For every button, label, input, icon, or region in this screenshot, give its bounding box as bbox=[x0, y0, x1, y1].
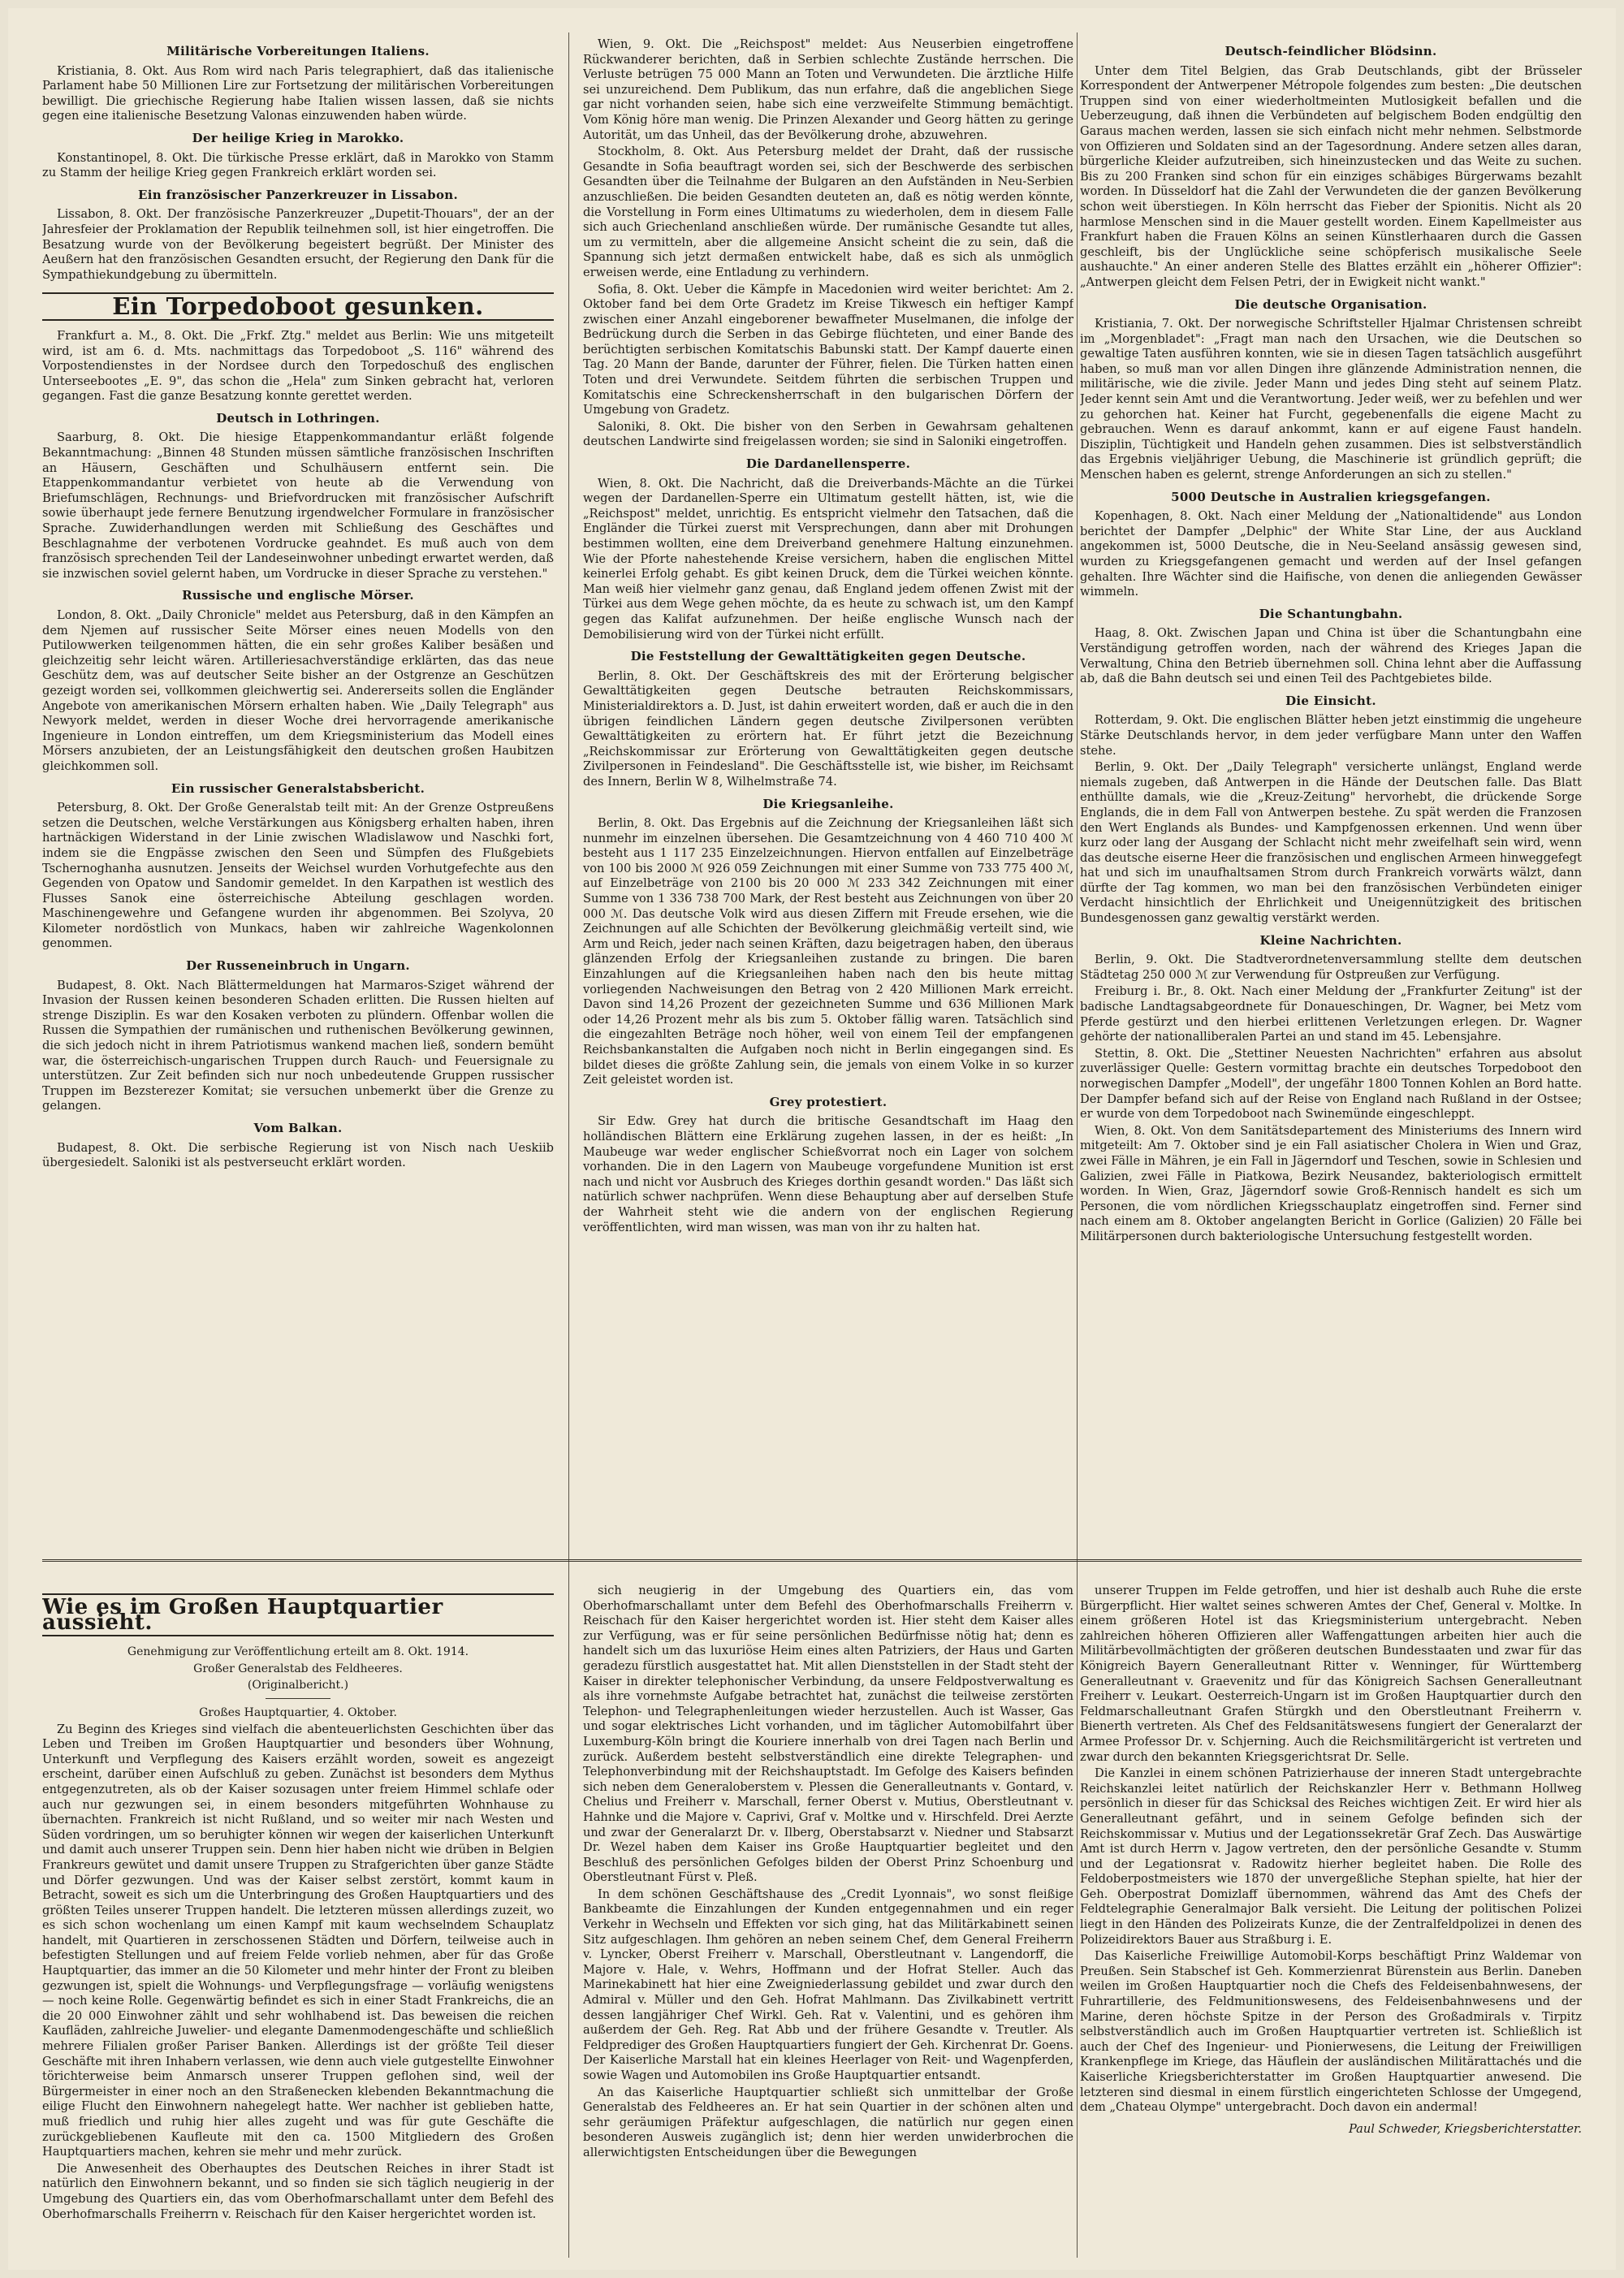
article-berlin-war-loan: Berlin, 8. Okt. Das Ergebnis auf die Zeichnung der Kriegsanleihen läßt sich nunmehr im einzelnen übersehen. Die Gesamtzeichnung von 4 460 710 400 ℳ besteht aus 1 117 235 Einzelzeichnungen. Hiervon entfallen auf Einzelbeträge von 100 bis 2000 ℳ 926 059 Zeichnungen mit einer Summe von 733 775 400 ℳ, auf Einzelbeträge von 2100 bis 20 000 ℳ 233 342 Zeichnungen mit einer Summe von 1 336 738 700 Mark, der Rest besteht aus Zeichnungen von über 20 000 ℳ. Das deutsche Volk wird aus diesen Ziffern mit Freude ersehen, wie die Zeichnungen auf alle Schichten der Bevölkerung gleichmäßig verteilt sind, wie Arm und Reich, jeder nach seinen Kräften, dazu beigetragen haben, den überaus glänzenden Erfolg der Kriegsanleihen zustande zu bringen. Die baren Einzahlungen auf die Kriegsanleihen haben nach den bis heute mittag vorliegenden Nachweisungen den Betrag von 2 420 Millionen Mark erreicht. Davon sind 14,26 Prozent der gezeichneten Summe und 636 Millionen Mark oder 14,26 Prozent mehr als bis zum 5. Oktober fällig waren. Tatsächlich sind die eingezahlten Beträge noch höher, weil von einem Teil der empfangenen Reichsbankanstalten die Aufgaben noch nicht in Berlin eingegangen sind. Es bildet dieses die größte Zahlung sein, die jemals von einem Volke in so kurzer Zeit geleistet worden ist. bbox=[583, 816, 1073, 1087]
feature-column-two bbox=[583, 1584, 1073, 2266]
feature-paragraph-2: sich neugierig in der Umgebung des Quartiers ein, das vom Oberhofmarschallamt unter dem Befehl des Oberhofmarschalls Freiherrn v. Reischach für den Kaiser hergerichtet worden ist. Hier steht dem Kaiser alles zur Verfügung, was er für seine persönlichen Bedürfnisse nötig hat; denn es handelt sich um das luxuriöse Heim eines alten Patriziers, der Haus und Garten geradezu fürstlich ausgestattet hat. Mit allen Dienststellen in der Stadt steht der Kaiser in direkter telephonischer Verbindung, da unsere Feldpostverwaltung es als ihre vornehmste Aufgabe betrachtet hat, zunächst die teilweise zerstörten Telephon- und Telegraphenleitungen wieder herzustellen. Auch ist Wasser, Gas und sogar elektrisches Licht vorhanden, und im täglicher Automobilfahrt über Luxemburg-Köln bringt die Kouriere innerhalb von drei Tagen nach Berlin und zurück. Außerdem besteht selbstverständlich eine direkte Telegraphen- und Telephonverbindung mit der Reichshauptstadt. Im Gefolge des Kaisers befinden sich neben dem Generaloberstem v. Plessen die Generalleutnants v. Gontard, v. Chelius und Freiherr v. Marschall, ferner Oberst v. Mutius, Oberstleutnant v. Hahnke und die Majore v. Caprivi, Graf v. Moltke und v. Hirschfeld. Drei Aerzte und zwar der Generalarzt Dr. v. Ilberg, Oberstabsarzt v. Niedner und Stabsarzt Dr. Wezel haben dem Kaiser ins Große Hauptquartier begleitet und den Beschluß des persönlichen Gefolges bilden der Oberst Prinz Schoenburg und Oberstleutnant Fürst v. Pleß. bbox=[583, 1584, 1073, 1885]
heading-russian-staff-report: Ein russischer Generalstabsbericht. bbox=[171, 780, 425, 796]
newspaper-page bbox=[8, 8, 1616, 2270]
column-divider-right bbox=[1077, 32, 1078, 2258]
article-saloniki: Saloniki, 8. Okt. Die bisher von den Serben in Gewahrsam gehaltenen deutschen Landwirte sind freigelassen worden; sie sind in Saloniki eingetroffen. bbox=[583, 419, 1073, 449]
heading-french-cruiser-lisbon: Ein französischer Panzerkreuzer in Lissabon. bbox=[138, 187, 458, 202]
heading-shantung-railway: Die Schantungbahn. bbox=[1259, 606, 1403, 621]
heading-russian-invasion-hungary: Der Russeneinbruch in Ungarn. bbox=[186, 958, 410, 974]
article-budapest: Budapest, 8. Okt. Nach Blättermeldungen hat Marmaros-Sziget während der Invasion der Russen keinen besonderen Schaden erlitten. Die Russen hielten auf strenge Disziplin. Es war den Kosaken verboten zu plündern. Offenbar wollen die Russen die Sympathien der rumänischen und ruthenischen Bevölkerung gewinnen, die sich jedoch nicht in ihrem Patriotismus wankend machen ließ, sondern bemüht war, die österreichisch-ungarischen Truppen durch Rauch- und Feuersignale zu unterstützen. Zur Zeit befinden sich nur noch unbedeutende Gruppen russischer Truppen im Bezsterezer Komitat; sie versuchen unbemerkt über die Grenze zu gelangen. bbox=[42, 978, 554, 1113]
article-stettin: Stettin, 8. Okt. Die „Stettiner Neuesten Nachrichten" erfahren aus absolut zuverlässiger Quelle: Gestern vormittag brachte ein deutsches Torpedoboot den norwegischen Dampfer „Modell", der ungefähr 1800 Tonnen Kohlen an Bord hatte. Der Dampfer befand sich auf der Reise von England nach Rußland in der Ostsee; er wurde von dem Torpedoboot nach Swinemünde eingeschleppt. bbox=[1080, 1046, 1582, 1122]
heading-mortars: Russische und englische Mörser. bbox=[182, 588, 414, 603]
article-freiburg: Freiburg i. Br., 8. Okt. Nach einer Meldung der „Frankfurter Zeitung" ist der badische Landtagsabgeordnete für Donaueschingen, Dr. Wagner, bei Metz vom Pferde gestürzt und den hierbei erlittenen Verletzungen erlegen. Dr. Wagner gehörte der nationalliberalen Partei an und stand im 45. Lebensjahre. bbox=[1080, 984, 1582, 1044]
column-divider-left bbox=[568, 32, 569, 2258]
article-wien-reichspost: Wien, 9. Okt. Die „Reichspost" meldet: Aus Neuserbien eingetroffene Rückwanderer berichten, daß in Serbien schlechte Zustände herrschen. Die Verluste betrügen 75 000 Mann an Toten und Verwundeten. Die ärztliche Hilfe sei unzureichend. Dem Publikum, das nun erfahre, daß die angeblichen Siege gar nicht vorhanden seien, habe sich eine verzweifelte Stimmung bemächtigt. Vom König höre man wenig. Die Prinzen Alexander und Georg hätten zu geringe Autorität, um das Unheil, das der Bevölkerung drohe, abzuwehren. bbox=[583, 37, 1073, 142]
feature-paragraph-1b: Die Anwesenheit des Oberhauptes des Deutschen Reiches in ihrer Stadt ist natürlich den Einwohnern bekannt, und so finden sie sich täglich neugierig in der Umgebung des Quartiers ein, das vom Oberhofmarschallamt unter dem Befehl des Oberhofmarschalls Freiherrn v. Reischach für den Kaiser hergerichtet worden ist. bbox=[42, 2161, 554, 2221]
heading-grey-protests: Grey protestiert. bbox=[769, 1094, 888, 1109]
feature-paragraph-1: Zu Beginn des Krieges sind vielfach die abenteuerlichsten Geschichten über das Leben und Treiben im Großen Hauptquartier und besonders über Wohnung, Unterkunft und Verpflegung des Kaisers erzählt worden, soweit es angezeigt erscheint, darüber einen Aufschluß zu geben. Zunächst ist besonders dem Mythus entgegenzutreten, als ob der Kaiser sozusagen unter freiem Himmel schlafe oder auch nur gezwungen sei, in einem besonders mitgeführten Wohnhause zu übernachten. Frankreich ist nicht Rußland, und so weiter mir nach Westen und Süden vordringen, um so beruhigter können wir wegen der kaiserlichen Unterkunft und damit auch unserer Truppen sein. Denn hier haben nicht wie drüben in Belgien Frankreurs gewütet und damit unsere Truppen zu Strafgerichten über ganze Städte und Dörfer gezwungen. Und was der Kaiser selbst zerstört, kommt kaum in Betracht, soweit es sich um die Unterbringung des Großen Hauptquartiers und des größten Teiles unserer Truppen handelt. Die letzteren müssen allerdings zuzeit, wo es sich schon wochenlang um einen Kampf mit kaum wechselndem Schauplatz handelt, mit Quartieren in zerschossenen Städten und Dörfern, teilweise auch in befestigten Stellungen und auf freiem Felde vorlieb nehmen, aber für das Große Hauptquartier, das immer an die 50 Kilometer und mehr hinter der Front zu bleiben gezwungen ist, spielt die Wohnungs- und Verpflegungsfrage — vorläufig wenigstens — noch keine Rolle. Gegenwärtig befindet es sich in einer Stadt Frankreichs, die an die 20 000 Einwohner zählt und sehr wohlhabend ist. Das beweisen die reichen Kaufläden, zahlreiche Juwelier- und elegante Damenmodengeschäfte und schließlich mehrere Filialen großer Pariser Banken. Allerdings ist der größte Teil dieser Geschäfte mit ihren Inhabern verlassen, wie denn auch viele gutgestellte Einwohner törichterweise beim Anmarsch unserer Truppen geflohen sind, weil der Bürgermeister in einer noch an den Straßenecken klebenden Bekanntmachung die eilige Flucht den Einwohnern nahegelegt hatte. Wer nachher ist geblieben hatte, muß friedlich und ruhig hier alles zugeht und was für gute Geschäfte die zurückgebliebenen Kaufleute mit den ca. 1500 Mitgliedern des Großen Hauptquartiers machen, kehren sie mehr und mehr zurück. bbox=[42, 1722, 554, 2159]
section-divider bbox=[42, 1559, 1582, 1562]
article-wien-dardanelles: Wien, 8. Okt. Die Nachricht, daß die Dreiverbands-Mächte an die Türkei wegen der Dardanellen-Sperre ein Ultimatum gestellt hätten, ist, wie die „Reichspost" meldet, unrichtig. Es entspricht vielmehr den Tatsachen, daß die Engländer die Türkei zuerst mit Versprechungen, dann aber mit Drohungen bestimmen wollten, eine dem Dreiverband genehmere Haltung einzunehmen. Wie der Pforte nahestehende Kreise versichern, haben die englischen Mittel keinerlei Erfolg gehabt. Es gibt keinen Druck, dem die Türkei weichen könnte. Man weiß hier vielmehr ganz genau, daß England jedem offenen Zwist mit der Türkei aus dem Wege gehen möchte, da es heute zu schwach ist, um den Kampf gegen das Kalifat aufzunehmen. Der heiße englische Wunsch nach der Demobilisierung wird von der Türkei nicht erfüllt. bbox=[583, 476, 1073, 642]
feature-paragraph-2c: An das Kaiserliche Hauptquartier schließt sich unmittelbar der Große Generalstab des Feldheeres an. Er hat sein Quartier in der schönen alten und sehr geräumigen Präfektur aufgeschlagen, die natürlich nur gegen einen besonderen Ausweis zugänglich ist; denn hier werden unwiderbrochen die allerwichtigsten Entscheidungen über die Bewegungen bbox=[583, 2085, 1073, 2159]
feature-separator bbox=[266, 1698, 330, 1699]
feature-original-report: (Originalbericht.) bbox=[247, 1679, 349, 1692]
heading-balkan: Vom Balkan. bbox=[253, 1121, 343, 1135]
feature-signature: Paul Schweder, Kriegsberichterstatter. bbox=[1348, 2121, 1582, 2136]
feature-paragraph-2b: In dem schönen Geschäftshause des „Credit Lyonnais", wo sonst fleißige Bankbeamte die Einzahlungen der Kunden entgegennahmen und ein reger Verkehr in Wechseln und Effekten vor sich ging, hat das Militärkabinett seinen Sitz aufgeschlagen. Ihm gehören an neben seinem Chef, dem General Freiherrn v. Lyncker, Oberst Freiherr v. Marschall, Oberstleutnant v. Langendorff, die Majore v. Hale, v. Wehrs, Hoffmann und der Hofrat Steller. Auch das Marinekabinett hat hier eine Zweigniederlassung gebildet und zwar durch den Admiral v. Müller und den Geh. Hofrat Mahlmann. Das Zivilkabinett vertritt dessen langjähriger Chef Wirkl. Geh. Rat v. Valentini, und es gehören ihm außerdem der Geh. Reg. Rat Abb und der frühere Gesandte v. Treutler. Als Feldprediger des Großen Hauptquartiers fungiert der Geh. Kirchenrat Dr. Goens. Der Kaiserliche Marstall hat ein kleines Heerlager von Reit- und Wagenpferden, sowie Wagen und Automobilen ins Große Hauptquartier entsandt. bbox=[583, 1887, 1073, 2082]
article-belgium-grave: Unter dem Titel Belgien, das Grab Deutschlands, gibt der Brüsseler Korrespondent der Antwerpener Métropole folgendes zum besten: „Die deutschen Truppen sind von einer wiederholtmeinten Mutlosigkeit befallen und die Ueberzeugung, daß ihnen die Verbündeten auf belgischem Boden endgültig den Garaus machen werden, lassen sie sich einfach nicht mehr nehmen. Selbstmorde von Offizieren und Soldaten sind an der Tagesordnung. Andere setzen alles daran, bürgerliche Kleider aufzutreiben, sich hineinzustecken und das Weite zu suchen. Bis zu 200 Franken sind schon für ein einziges schäbiges Bürgerwams bezahlt worden. In Düsseldorf hat die Zahl der Verwundeten die der ganzen Bevölkerung schon weit überstiegen. In Köln herrscht das Fieber der Spionitis. Nicht als 20 harmlose Menschen sind in die Mauer gestellt worden. Einem Kapellmeister aus Frankfurt haben die Frauen Kölns an seinen Künstlerhaaren durch die Gassen geschleift, bis der Unglückliche seine schöpferisch musikalische Seele aushauchte." An einer anderen Stelle des Blattes erzählt ein „höherer Offizier": „Antwerpen gleicht dem Felsen Petri, der in Ewigkeit nicht wankt." bbox=[1080, 63, 1582, 289]
article-kristiania-christensen: Kristiania, 7. Okt. Der norwegische Schriftsteller Hjalmar Christensen schreibt im „Morgenbladet": „Fragt man nach den Ursachen, wie die Deutschen so gewaltige Taten ausführen konnten, wie sie in diesen Tagen tatsächlich ausgeführt haben, so muß man vor allen Dingen ihre glänzende Administration nennen, die militärische, wie die zivile. Jeder Mann und jedes Ding steht auf seinem Platz. Jeder kennt sein Amt und die Verantwortung. Jeder weiß, wer zu befehlen und wer zu gehorchen hat. Keiner hat Furcht, gegebenenfalls die eigene Macht zu gebrauchen. Wenn es darauf ankommt, kann er auf eigene Faust handeln. Disziplin, Tüchtigkeit und Handeln gehen zusammen. Dies ist selbstverständlich das Ergebnis vieljähriger Uebung, die Maschinerie ist gründlich geprüft; die Menschen haben es gelernt, strenge Anforderungen an sich zu stellen." bbox=[1080, 317, 1582, 482]
heading-violence-investigation: Die Feststellung der Gewalttätigkeiten gegen Deutsche. bbox=[630, 649, 1026, 664]
article-rotterdam: Rotterdam, 9. Okt. Die englischen Blätter heben jetzt einstimmig die ungeheure Stärke Deutschlands hervor, in dem jeder verfügbare Mann unter den Waffen stehe. bbox=[1080, 713, 1582, 758]
column-one bbox=[42, 37, 554, 1556]
feature-paragraph-3b: Die Kanzlei in einem schönen Patrizierhause der inneren Stadt untergebrachte Reichskanzlei leitet natürlich der Reichskanzler Herr v. Bethmann Hollweg persönlich in dieser für das Schicksal des Reiches wichtigen Zeit. Er wird hier als Generalleutnant gefährt, und in seinem Gefolge befinden sich der Reichskommissar v. Mutius und der Legationssekretär Graf Zech. Das Auswärtige Amt ist durch Herrn v. Jagow vertreten, den der persönliche Gesandte v. Stumm und der Legationsrat v. Radowitz hierher begleitet haben. Die Rolle des Feldoberpostmeisters wie 1870 der unvergeßliche Stephan spielte, hat hier der Geh. Oberpostrat Domizlaff übernommen, während das Amt des Chefs der Feldtelegraphie Generalmajor Balk versieht. Die Leitung der politischen Polizei liegt in den Händen des Polizeirats Kunze, die der Zentralfeldpolizei in denen des Polizeidirektors Bauer aus Straßburg i. E. bbox=[1080, 1766, 1582, 1947]
feature-column-three bbox=[1080, 1584, 1582, 2266]
article-kristiania: Kristiania, 8. Okt. Aus Rom wird nach Paris telegraphiert, daß das italienische Parlament habe 50 Millionen Lire zur Fortsetzung der militärischen Vorbereitungen bewilligt. Die griechische Regierung habe Italien wissen lassen, daß sie nichts gegen eine italienische Besetzung Valonas einzuwenden haben würde. bbox=[42, 63, 554, 123]
headline-torpedo-boat-sunk: Ein Torpedoboot gesunken. bbox=[42, 292, 554, 321]
feature-paragraph-3c: Das Kaiserliche Freiwillige Automobil-Korps beschäftigt Prinz Waldemar von Preußen. Sein Stabschef ist Geh. Kommerzienrat Bürenstein aus Berlin. Daneben weilen im Großen Hauptquartier noch die Chefs des Feldeisenbahnwesens, der Fuhrartillerie, des Feldmunitionswesens, des Feldeisenbahnwesens und der Marine, deren höchste Spitze in der Person des Großadmirals v. Tirpitz selbstverständlich auch im Großen Hauptquartier vertreten ist. Schließlich ist auch der Chef des Ingenieur- und Pionierwesens, die Leitung der Freiwilligen Krankenpflege im Kriege, das Häuflein der ausländischen Militärattachés und die Kaiserliche Kriegsberichterstatter im Großen Hauptquartier anwesend. Die letzteren sind diesmal in einem fürstlich eingerichteten Schlosse der Umgegend, dem „Chateau Olympe" untergebracht. Doch davon ein andermal! bbox=[1080, 1949, 1582, 2115]
heading-german-organisation: Die deutsche Organisation. bbox=[1234, 296, 1427, 312]
heading-anti-german-nonsense: Deutsch-feindlicher Blödsinn. bbox=[1224, 44, 1437, 58]
heading-dardanelles: Die Dardanellensperre. bbox=[745, 456, 911, 472]
feature-permission: Genehmigung zur Veröffentlichung erteilt am 8. Okt. 1914. bbox=[127, 1645, 469, 1659]
heading-italy-preparations: Militärische Vorbereitungen Italiens. bbox=[166, 44, 430, 58]
article-frankfurt: Frankfurt a. M., 8. Okt. Die „Frkf. Ztg." meldet aus Berlin: Wie uns mitgeteilt wird, ist am 6. d. Mts. nachmittags das Torpedoboot „S. 116" während des Vorpostendienstes in der Nordsee durch den Torpedoschuß des englischen Unterseebootes „E. 9", das schon die „Hela" zum Sinken gebracht hat, verloren gegangen. Fast die ganze Besatzung konnte gerettet werden. bbox=[42, 328, 554, 404]
article-stockholm: Stockholm, 8. Okt. Aus Petersburg meldet der Draht, daß der russische Gesandte in Sofia beauftragt worden sei, sich der Beschwerde des serbischen Gesandten über die Teilnahme der Bulgaren an den Aufständen in Neu-Serbien anzuschließen. Die beiden Gesandten deuteten an, daß es nötig werden könnte, die Vorstellung in Form eines Ultimatums zu wiederholen, dem in diesem Falle sich auch Griechenland anschließen würde. Der rumänische Gesandte tut alles, um zu vermitteln, aber die allgemeine Ansicht scheint die zu sein, daß die Spannung sich jetzt dermaßen entwickelt habe, daß es sich als unmöglich erweisen werde, eine Entladung zu verhindern. bbox=[583, 145, 1073, 279]
article-london: London, 8. Okt. „Daily Chronicle" meldet aus Petersburg, daß in den Kämpfen an dem Njemen auf russischer Seite Mörser eines neuen Modells von den Putilowwerken teilgenommen hätten, die ein sehr großes Kaliber besäßen und gleichzeitig sehr leicht wären. Artilleriesachverständige erklärten, das das neue Geschütz dem, was auf deutscher Seite bisher an der Ostgrenze an Geschützen gezeigt worden sei, vollkommen gleichwertig sei. Andererseits sollen die Engländer Angebote von amerikanischen Mörsern erhalten haben. Wie „Daily Telegraph" aus Newyork meldet, werden in dieser Woche drei hervorragende amerikanische Ingenieure in London eintreffen, um dem Kriegsministerium das Modell eines Mörsers anzubieten, der an Leistungsfähigkeit den deutschen großen Haubitzen gleichkommen soll. bbox=[42, 608, 554, 773]
article-haag: Haag, 8. Okt. Zwischen Japan und China ist über die Schantungbahn eine Verständigung getroffen worden, nach der während des Krieges Japan die Verwaltung, China den Betrieb übernehmen soll. China lehnt aber die Auffassung ab, daß die Bahn deutsch sei und einen Teil des Pachtgebietes bilde. bbox=[1080, 626, 1582, 686]
feature-paragraph-3: unserer Truppen im Felde getroffen, und hier ist deshalb auch Ruhe die erste Bürgerpflicht. Hier waltet seines schweren Amtes der Chef, General v. Moltke. In einem größeren Hotel ist das Kriegsministerium untergebracht. Neben zahlreichen höheren Offizieren aller Waffengattungen arbeiten hier auch die Militärbevollmächtigten der größeren deutschen Bundesstaaten und zwar für das Königreich Bayern Generalleutnant Ritter v. Wenninger, für Württemberg Generalleutnant v. Graevenitz und für das Königreich Sachsen Generalleutnant Freiherr v. Leukart. Oesterreich-Ungarn ist im Großen Hauptquartier durch den Feldmarschalleutnant Grafen Stürgkh und den Oberstleutnant Freiherrn v. Bienerth vertreten. Als Chef des Feldsanitätswesens fungiert der Generalarzt der Armee Professor Dr. v. Schjerning. Auch die Reichsmilitärgericht ist vertreten und zwar durch den bekannten Kriegsgerichtsrat Dr. Selle. bbox=[1080, 1584, 1582, 1764]
column-three bbox=[1080, 37, 1582, 1556]
heading-australia-prisoners: 5000 Deutsche in Australien kriegsgefangen. bbox=[1171, 489, 1491, 504]
article-sofia: Sofia, 8. Okt. Ueber die Kämpfe in Macedonien wird weiter berichtet: Am 2. Oktober fand bei dem Orte Gradetz im Kreise Tikwesch ein heftiger Kampf zwischen einer Anzahl eingeborener bewaffneter Muselmanen, die infolge der Bedrückung durch die Serben in das Gebirge flüchteten, und einer Bande des berüchtigten serbischen Komitatschis Babunski statt. Der Kampf dauerte einen Tag. 20 Mann der Bande, darunter der Führer, fielen. Die Türken hatten einen Toten und drei Verwundete. Seitdem führten die serbischen Truppen und Komitatschis eine Schreckensherrschaft in den bulgarischen Dörfern der Umgebung von Gradetz. bbox=[583, 282, 1073, 417]
heading-german-lorraine: Deutsch in Lothringen. bbox=[216, 410, 380, 426]
article-grey: Sir Edw. Grey hat durch die britische Gesandtschaft im Haag den holländischen Blättern eine Erklärung zugehen lassen, in der es heißt: „In Maubeuge war weder englischer Schießvorrat noch ein Lager von solchem vorhanden. Die in den Lagern von Maubeuge vorgefundene Munition ist erst nach und nicht vor Ausbruch des Krieges dorthin gesandt worden." Das läßt sich natürlich schwer nachprüfen. Wenn diese Behauptung aber auf derselben Stufe der Wahrheit steht wie die andern von der englischen Regierung veröffentlichten, wird man wissen, was man von ihr zu halten hat. bbox=[583, 1114, 1073, 1234]
article-kopenhagen: Kopenhagen, 8. Okt. Nach einer Meldung der „Nationaltidende" aus London berichtet der Dampfer „Delphic" der White Star Line, der aus Auckland angekommen ist, 5000 Deutsche, die in Neu-Seeland ansässig gewesen sind, wurden zu Kriegsgefangenen gemacht und werden auf der Insel gefangen gehalten. Ihre Wächter sind die Haifische, von denen die anliegenden Gewässer wimmeln. bbox=[1080, 509, 1582, 599]
article-budapest-balkan: Budapest, 8. Okt. Die serbische Regierung ist von Nisch nach Ueskiib übergesiedelt. Saloniki ist als pestverseucht erklärt worden. bbox=[42, 1140, 554, 1170]
feature-column-one bbox=[42, 1584, 554, 2266]
heading-short-news: Kleine Nachrichten. bbox=[1259, 932, 1402, 948]
article-wien-cholera: Wien, 8. Okt. Von dem Sanitätsdepartement des Ministeriums des Innern wird mitgeteilt: Am 7. Oktober sind je ein Fall asiatischer Cholera in Wien und Graz, zwei Fälle in Mähren, je ein Fall in Jägerndorf und Teschen, sowie in Schlesien und Galizien, zwei Fälle in Piatkowa, Bezirk Neusandez, bakteriologisch ermittelt worden. In Wien, Graz, Jägerndorf sowie Groß-Rennisch handelt es sich um Personen, die vom nördlichen Kriegsschauplatz eingetroffen sind. Ferner sind nach einem am 8. Oktober angelangten Bericht in Gorlice (Galizien) 20 Fälle bei Militärpersonen durch bakteriologische Untersuchung festgestellt worden. bbox=[1080, 1123, 1582, 1243]
column-two bbox=[583, 37, 1073, 1556]
article-saarburg: Saarburg, 8. Okt. Die hiesige Etappenkommandantur erläßt folgende Bekanntmachung: „Binnen 48 Stunden müssen sämtliche französischen Inschriften an Häusern, Geschäften und Schulhäusern entfernt sein. Die Etappenkommandantur verbietet von heute ab die Verwendung von Briefumschlägen, Rechnungs- und Briefvordrucken mit französischer Aufschrift sowie überhaupt jede fernere Benutzung irgendwelcher Formulare in französischer Sprache. Zuwiderhandlungen werden mit Schließung des Geschäftes und Beschlagnahme der verbotenen Vordrucke geahndet. Es muß auch von dem französisch sprechenden Teil der Landeseinwohner unbedingt erwartet werden, daß sie inzwischen soviel gelernt haben, um Vordrucke in dieser Sprache zu verstehen." bbox=[42, 430, 554, 581]
heading-holy-war-morocco: Der heilige Krieg in Marokko. bbox=[192, 130, 404, 145]
article-lissabon: Lissabon, 8. Okt. Der französische Panzerkreuzer „Dupetit-Thouars", der an der Jahresfeier der Proklamation der Republik teilnehmen soll, ist hier eingetroffen. Die Besatzung wurde von der Bevölkerung begeistert begrüßt. Der Minister des Aeußern hat den französischen Gesandten ersucht, der Regierung den Dank für die Sympathiekundgebung zu übermitteln. bbox=[42, 207, 554, 282]
heading-insight: Die Einsicht. bbox=[1285, 693, 1376, 708]
article-petersburg: Petersburg, 8. Okt. Der Große Generalstab teilt mit: An der Grenze Ostpreußens setzen die Deutschen, welche Verstärkungen aus Königsberg erhalten haben, ihren hartnäckigen Widerstand in der Linie zwischen Wladislawow und Naschki fort, indem sie die Engpässe zwischen den Seen und Sümpfen des Flußgebiets Tschernoghanha ausnutzen. Jenseits der Weichsel wurden Vorhutgefechte aus den Gegenden von Opatow und Sandomir gemeldet. In den Karpathen ist westlich des Flusses Sanok eine österreichische Abteilung geschlagen worden. Maschinengewehre und Gefangene wurden ihr abgenommen. Bei Szolyva, 20 Kilometer nordöstlich von Munkacs, haben wir zahlreiche Wagenkolonnen genommen. bbox=[42, 801, 554, 951]
feature-title: Wie es im Großen Hauptquartier aussieht. bbox=[42, 1593, 554, 1636]
article-berlin-commissioner: Berlin, 8. Okt. Der Geschäftskreis des mit der Erörterung belgischer Gewalttätigkeiten gegen Deutsche betrauten Reichskommissars, Ministerialdirektors a. D. Just, ist dahin erweitert worden, daß er auch die in den übrigen feindlichen Ländern gegen deutsche Zivilpersonen verübten Gewalttätigkeiten zu erörtern hat. Er führt jetzt die Bezeichnung „Reichskommissar zur Erörterung von Gewalttätigkeiten gegen deutsche Zivilpersonen in Feindesland". Die Geschäftsstelle ist, wie bisher, im Reichsamt des Innern, Berlin W 8, Wilhelmstraße 74. bbox=[583, 668, 1073, 789]
feature-dateline: Großes Hauptquartier, 4. Oktober. bbox=[199, 1705, 397, 1719]
feature-general-staff: Großer Generalstab des Feldheeres. bbox=[193, 1662, 403, 1675]
article-berlin-staedtetag: Berlin, 9. Okt. Die Stadtverordnetenversammlung stellte dem deutschen Städtetag 250 000 ℳ zur Verwendung für Ostpreußen zur Verfügung. bbox=[1080, 953, 1582, 982]
article-konstantinopel: Konstantinopel, 8. Okt. Die türkische Presse erklärt, daß in Marokko von Stamm zu Stamm der heilige Krieg gegen Frankreich erklärt worden sei. bbox=[42, 150, 554, 180]
article-berlin-telegraph: Berlin, 9. Okt. Der „Daily Telegraph" versicherte unlängst, England werde niemals zugeben, daß Antwerpen in die Hände der Deutschen falle. Das Blatt enthüllte damals, wie die „Kreuz-Zeitung" hervorhebt, die drückende Sorge Englands, die in dem Fall von Antwerpen bestehe. Zu spät werden die Franzosen den Wert Englands als Bundes- und Kampfgenossen erkennen. Und wenn über kurz oder lang der Ausgang der Schlacht nicht mehr zweifelhaft sein wird, wenn das deutsche eiserne Heer die französischen und englischen Armeen hinweggefegt hat und sich im unaufhaltsamen Strom durch Frankreich vorwärts wälzt, dann dürfte der Tag kommen, wo man bei den französischen Verbündeten einiger Verdacht hinsichtlich der Ehrlichkeit und Uneigennützigkeit des britischen Bundesgenossen ganz gewaltig verstärkt werden. bbox=[1080, 760, 1582, 926]
heading-war-loan: Die Kriegsanleihe. bbox=[762, 796, 894, 811]
